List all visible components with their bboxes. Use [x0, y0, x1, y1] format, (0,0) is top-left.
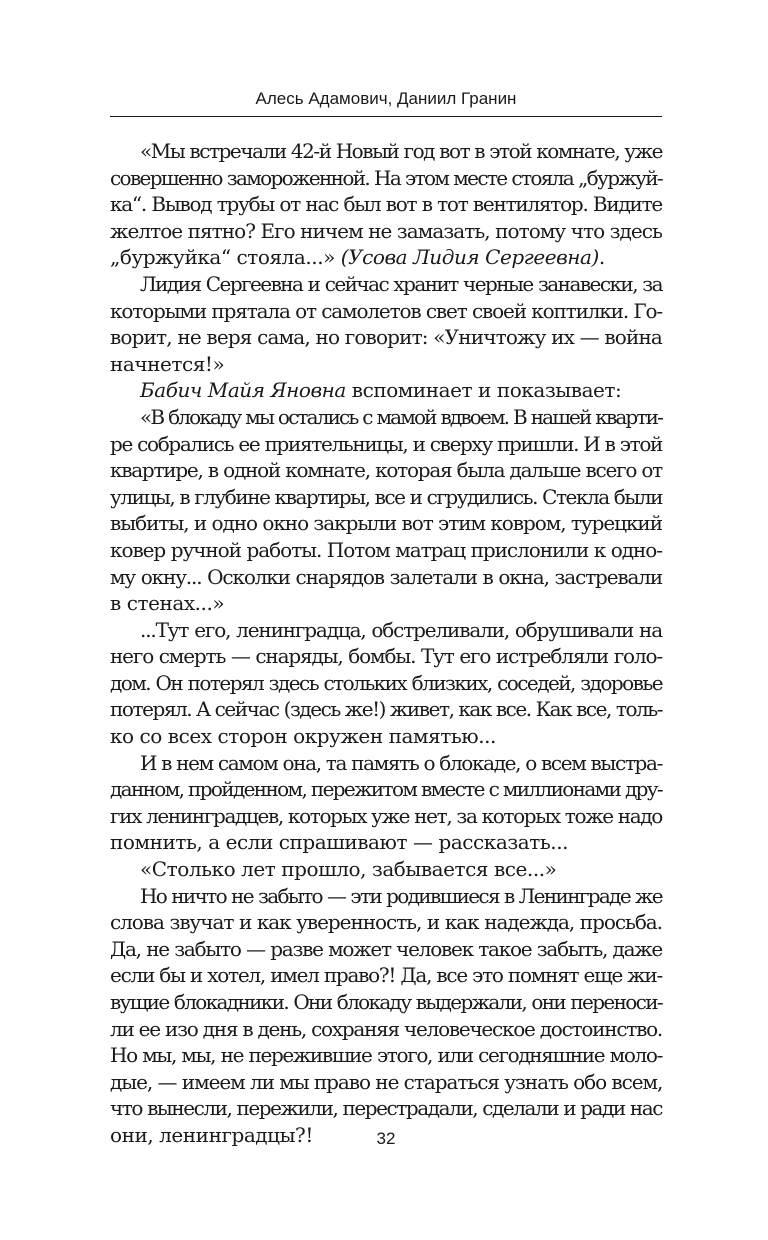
text-line: И в нем самом она, та память о блокаде, о всем выстра- — [140, 750, 662, 775]
text-line: него смерть — снаряды, бомбы. Тут его истребляли голо- — [110, 644, 662, 669]
text-line: ворит, не веря сама, но говорит: «Уничтожу их — война — [110, 325, 662, 350]
paragraph — [110, 404, 662, 617]
text-line: ...Тут его, ленинградца, обстреливали, обрушивали на — [140, 617, 662, 642]
text-line: ли ее изо дня в день, сохраняя человеческое достоинство. — [110, 1016, 662, 1041]
period: . — [598, 245, 605, 270]
text-line: «Столько лет прошло, забывается все...» — [140, 857, 557, 882]
text-line: Но ничто не забыто — эти родившиеся в Ленинграде же — [140, 883, 662, 908]
text-line: «Мы встречали 42-й Новый год вот в этой комнате, уже — [140, 139, 662, 163]
text-line: улицы, в глубине квартиры, все и сгрудились. Стекла были — [110, 484, 662, 509]
text-line: они, ленинградцы?! — [110, 1122, 313, 1147]
text-line: желтое пятно? Его ничем не замазать, потому что здесь — [110, 218, 662, 243]
paragraph — [110, 377, 662, 404]
page-number: 32 — [376, 1129, 396, 1148]
text-line: ко со всех сторон окружен памятью... — [110, 724, 496, 749]
text-line: ковер ручной работы. Потом матрац прислонили к одно- — [110, 537, 662, 562]
text-line: гих ленинградцев, которых уже нет, за которых тоже надо — [110, 803, 662, 828]
header-rule — [110, 116, 662, 117]
paragraph — [110, 138, 662, 271]
text-line: Да, не забыто — разве может человек такое забыть, даже — [110, 936, 662, 961]
text-line: выбиты, и одно окно закрыли вот этим ковром, турецкий — [110, 511, 662, 536]
text-line: в стенах...» — [110, 591, 225, 616]
text-line — [110, 244, 662, 271]
paragraph — [110, 750, 662, 856]
paragraph — [110, 856, 662, 883]
text-line: дые, — имеем ли мы право не стараться узнать обо всем, — [110, 1069, 663, 1094]
text-line: помнить, а если спрашивают — рассказать... — [110, 830, 569, 855]
text-line: вущие блокадники. Они блокаду выдержали, они переноси- — [110, 990, 662, 1014]
text-line: ре собрались ее приятельницы, и сверху пришли. И в этой — [110, 431, 662, 456]
speaker-name: Бабич Майя Яновна — [140, 378, 346, 403]
text-line: потерял. А сейчас (здесь же!) живет, как все. Как все, толь- — [110, 697, 663, 722]
text-line: которыми прятала от самолетов свет своей коптилки. Го- — [110, 298, 662, 323]
text-line — [110, 377, 662, 404]
speaker-name: (Усова Лидия Сергеевна) — [340, 245, 599, 270]
quote-end: „буржуйка“ стояла...» — [110, 245, 341, 270]
body-text — [110, 138, 662, 1149]
text-line: «В блокаду мы остались с мамой вдвоем. В нашей кварти- — [140, 404, 662, 429]
text-line: что вынесли, пережили, перестрадали, сделали и ради нас — [110, 1096, 662, 1121]
paragraph — [110, 271, 662, 377]
paragraph — [110, 883, 662, 1149]
running-title: Алесь Адамович, Даниил Гранин — [255, 89, 517, 108]
text-line: совершенно замороженной. На этом месте стояла „буржуй- — [110, 165, 662, 190]
text-line: ка“. Вывод трубы от нас был вот в тот вентилятор. Видите — [110, 192, 662, 217]
text-line: Но мы, мы, не пережившие этого, или сегодняшние моло- — [110, 1043, 662, 1068]
text-line: если бы и хотел, имел право?! Да, все это помнят еще жи- — [110, 963, 662, 988]
text-line: Лидия Сергеевна и сейчас хранит черные занавески, за — [140, 271, 662, 296]
text-line: му окну... Осколки снарядов залетали в окна, застревали — [110, 564, 662, 589]
paragraph — [110, 617, 662, 750]
text-line: слова звучат и как уверенность, и как надежда, просьба. — [110, 910, 662, 935]
text-fragment: вспоминает и показывает: — [345, 378, 622, 403]
text-line: дом. Он потерял здесь стольких близких, соседей, здоровье — [110, 670, 662, 695]
text-line: начнется!» — [110, 351, 225, 376]
text-line: данном, пройденном, пережитом вместе с миллионами дру- — [110, 777, 662, 802]
text-line: квартире, в одной комнате, которая была дальше всего от — [110, 458, 662, 483]
